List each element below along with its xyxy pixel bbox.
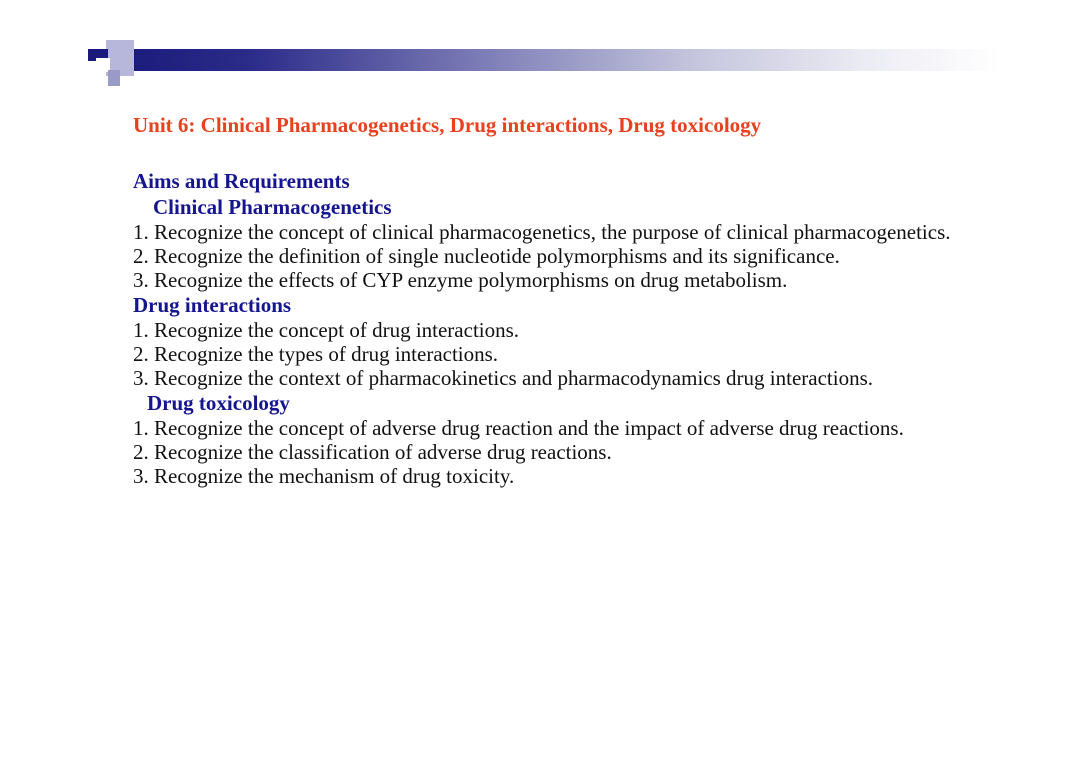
header-square-mid [108,70,120,86]
list-item: 2. Recognize the definition of single nucleotide polymorphisms and its significance. [133,244,840,268]
list-item: 1. Recognize the concept of adverse drug reaction and the impact of adverse drug reactions. [133,416,904,440]
section-heading-drug-interactions: Drug interactions [133,293,292,317]
list-item: 3. Recognize the effects of CYP enzyme polymorphisms on drug metabolism. [133,268,788,292]
section-heading-drug-toxicology: Drug toxicology [147,391,290,415]
header-gradient-bar [116,49,1000,71]
slide-content [133,112,1013,488]
list-item: 1. Recognize the concept of drug interactions. [133,318,520,342]
list-item: 2. Recognize the types of drug interactions. [133,342,499,366]
section-heading-clinical-pharmacogenetics: Clinical Pharmacogenetics [153,195,392,219]
list-item: 3. Recognize the mechanism of drug toxicity. [133,464,515,488]
aims-heading: Aims and Requirements [133,169,350,193]
list-item: 3. Recognize the context of pharmacokinetics and pharmacodynamics drug interactions. [133,366,873,390]
list-item: 1. Recognize the concept of clinical pharmacogenetics, the purpose of clinical pharmacogenetics. [133,220,951,244]
list-item: 2. Recognize the classification of adverse drug reactions. [133,440,612,464]
slide-title: Unit 6: Clinical Pharmacogenetics, Drug interactions, Drug toxicology [133,113,762,137]
